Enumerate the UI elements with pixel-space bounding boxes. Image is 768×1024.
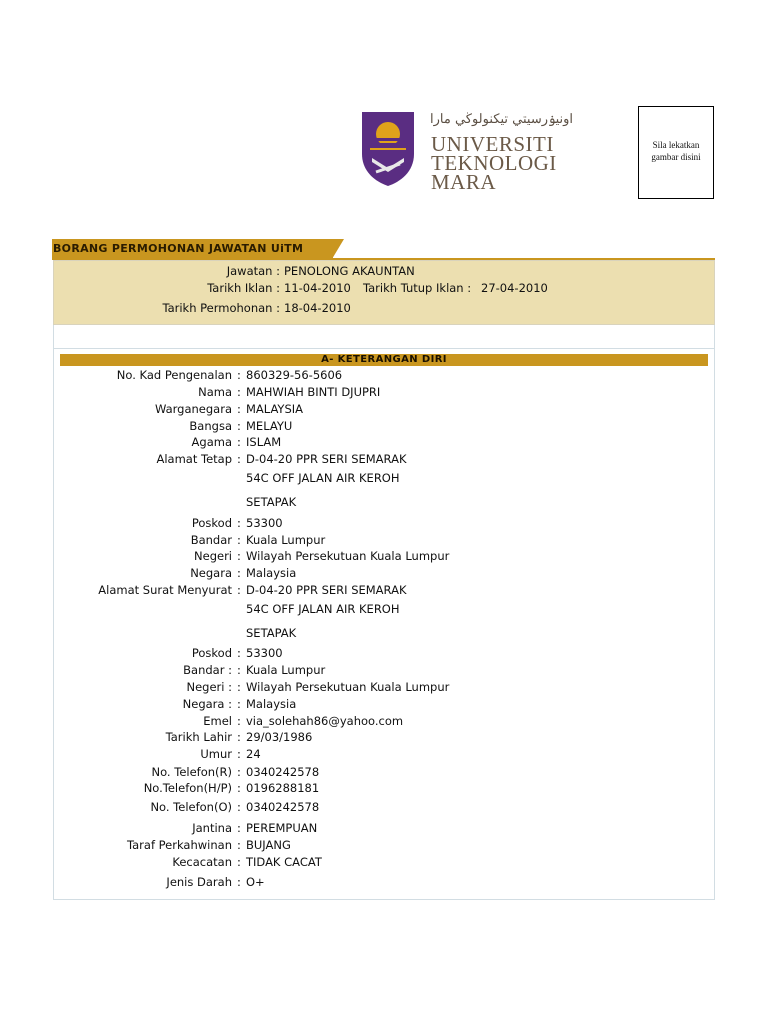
field-separator: : <box>237 385 241 399</box>
tarikh-tutup-value: 27-04-2010 <box>481 281 548 295</box>
jawi-name: اونيۏرسيتي تيكنولوڬي مارا <box>430 112 574 127</box>
field-value: 0340242578 <box>246 765 320 779</box>
form-title: BORANG PERMOHONAN JAWATAN UiTM <box>52 239 333 259</box>
field-value: MALAYSIA <box>246 402 304 416</box>
field-separator: : <box>237 566 241 580</box>
field-label: No. Kad Pengenalan <box>116 368 232 382</box>
field-separator: : <box>237 583 241 597</box>
photo-placeholder <box>638 106 714 199</box>
section-a-title: A- KETERANGAN DIRI <box>60 354 708 366</box>
university-line-3: MARA <box>431 170 497 194</box>
field-value: D-04-20 PPR SERI SEMARAK <box>246 452 407 466</box>
field-label: Bandar : <box>183 663 232 677</box>
field-value: 54C OFF JALAN AIR KEROH <box>246 602 400 616</box>
field-label: Agama <box>191 435 232 449</box>
field-label: Umur <box>200 747 232 761</box>
field-separator: : <box>237 838 241 852</box>
field-label: Jenis Darah <box>166 875 232 889</box>
tarikh-tutup-label: Tarikh Tutup Iklan : <box>363 281 472 295</box>
field-label: Warganegara <box>154 402 232 416</box>
field-value: BUJANG <box>246 838 291 852</box>
field-value: Wilayah Persekutuan Kuala Lumpur <box>246 549 450 563</box>
field-value: 24 <box>246 747 261 761</box>
field-value: O+ <box>246 875 265 889</box>
field-separator: : <box>237 855 241 869</box>
field-label: Negeri <box>194 549 232 563</box>
field-label: Negeri : <box>186 680 232 694</box>
tarikh-permohonan-label: Tarikh Permohonan : <box>162 301 280 315</box>
field-value: Kuala Lumpur <box>246 663 326 677</box>
field-separator: : <box>237 680 241 694</box>
title-underline <box>52 258 715 260</box>
field-separator: : <box>237 663 241 677</box>
field-value: PEREMPUAN <box>246 821 318 835</box>
field-label: No. Telefon(R) <box>151 765 232 779</box>
field-value: Malaysia <box>246 566 297 580</box>
field-label: Negara <box>190 566 232 580</box>
field-value: Malaysia <box>246 697 297 711</box>
field-value: 53300 <box>246 516 283 530</box>
field-label: Emel <box>203 714 232 728</box>
field-separator: : <box>237 697 241 711</box>
field-label: Poskod <box>191 516 232 530</box>
field-separator: : <box>237 730 241 744</box>
field-separator: : <box>237 435 241 449</box>
photo-note: Sila lekatkan gambar disini <box>651 140 701 162</box>
field-value: 29/03/1986 <box>246 730 313 744</box>
field-separator: : <box>237 452 241 466</box>
field-separator: : <box>237 646 241 660</box>
field-label: Tarikh Lahir <box>165 730 232 744</box>
field-value: 0340242578 <box>246 800 320 814</box>
field-label: Taraf Perkahwinan <box>127 838 232 852</box>
field-separator: : <box>237 765 241 779</box>
field-separator: : <box>237 800 241 814</box>
field-value: Kuala Lumpur <box>246 533 326 547</box>
tarikh-iklan-value: 11-04-2010 <box>284 281 351 295</box>
field-label: Nama <box>198 385 232 399</box>
field-value: 860329-56-5606 <box>246 368 343 382</box>
tarikh-permohonan-value: 18-04-2010 <box>284 301 351 315</box>
field-value: MAHWIAH BINTI DJUPRI <box>246 385 381 399</box>
field-value: Wilayah Persekutuan Kuala Lumpur <box>246 680 450 694</box>
field-label: Kecacatan <box>172 855 232 869</box>
field-value: 53300 <box>246 646 283 660</box>
university-line-2: TEKNOLOGI <box>431 151 557 175</box>
field-value: 0196288181 <box>246 781 320 795</box>
field-value: MELAYU <box>246 419 293 433</box>
section-divider <box>54 348 714 349</box>
field-label: Bandar <box>190 533 232 547</box>
field-label: No. Telefon(O) <box>150 800 232 814</box>
field-separator: : <box>237 533 241 547</box>
field-separator: : <box>237 714 241 728</box>
field-separator: : <box>237 419 241 433</box>
field-value: SETAPAK <box>246 626 297 640</box>
field-value: TIDAK CACAT <box>246 855 322 869</box>
field-value: D-04-20 PPR SERI SEMARAK <box>246 583 407 597</box>
field-label: Negara : <box>182 697 232 711</box>
field-separator: : <box>237 402 241 416</box>
field-separator: : <box>237 368 241 382</box>
jawatan-label: Jawatan : <box>226 264 280 278</box>
field-separator: : <box>237 875 241 889</box>
field-value: ISLAM <box>246 435 282 449</box>
field-separator: : <box>237 781 241 795</box>
field-label: No.Telefon(H/P) <box>143 781 232 795</box>
field-label: Poskod <box>191 646 232 660</box>
field-value: 54C OFF JALAN AIR KEROH <box>246 471 400 485</box>
field-value: via_solehah86@yahoo.com <box>246 714 404 728</box>
field-label: Bangsa <box>189 419 232 433</box>
jawatan-value: PENOLONG AKAUNTAN <box>284 264 415 278</box>
uitm-crest-icon <box>358 110 418 186</box>
field-label: Alamat Surat Menyurat <box>98 583 232 597</box>
field-separator: : <box>237 549 241 563</box>
field-value: SETAPAK <box>246 495 297 509</box>
field-separator: : <box>237 747 241 761</box>
tarikh-iklan-label: Tarikh Iklan : <box>207 281 280 295</box>
title-tab-corner <box>332 239 344 259</box>
field-separator: : <box>237 821 241 835</box>
field-label: Jantina <box>192 821 232 835</box>
university-line-1: UNIVERSITI <box>431 132 554 156</box>
field-separator: : <box>237 516 241 530</box>
field-label: Alamat Tetap <box>156 452 232 466</box>
